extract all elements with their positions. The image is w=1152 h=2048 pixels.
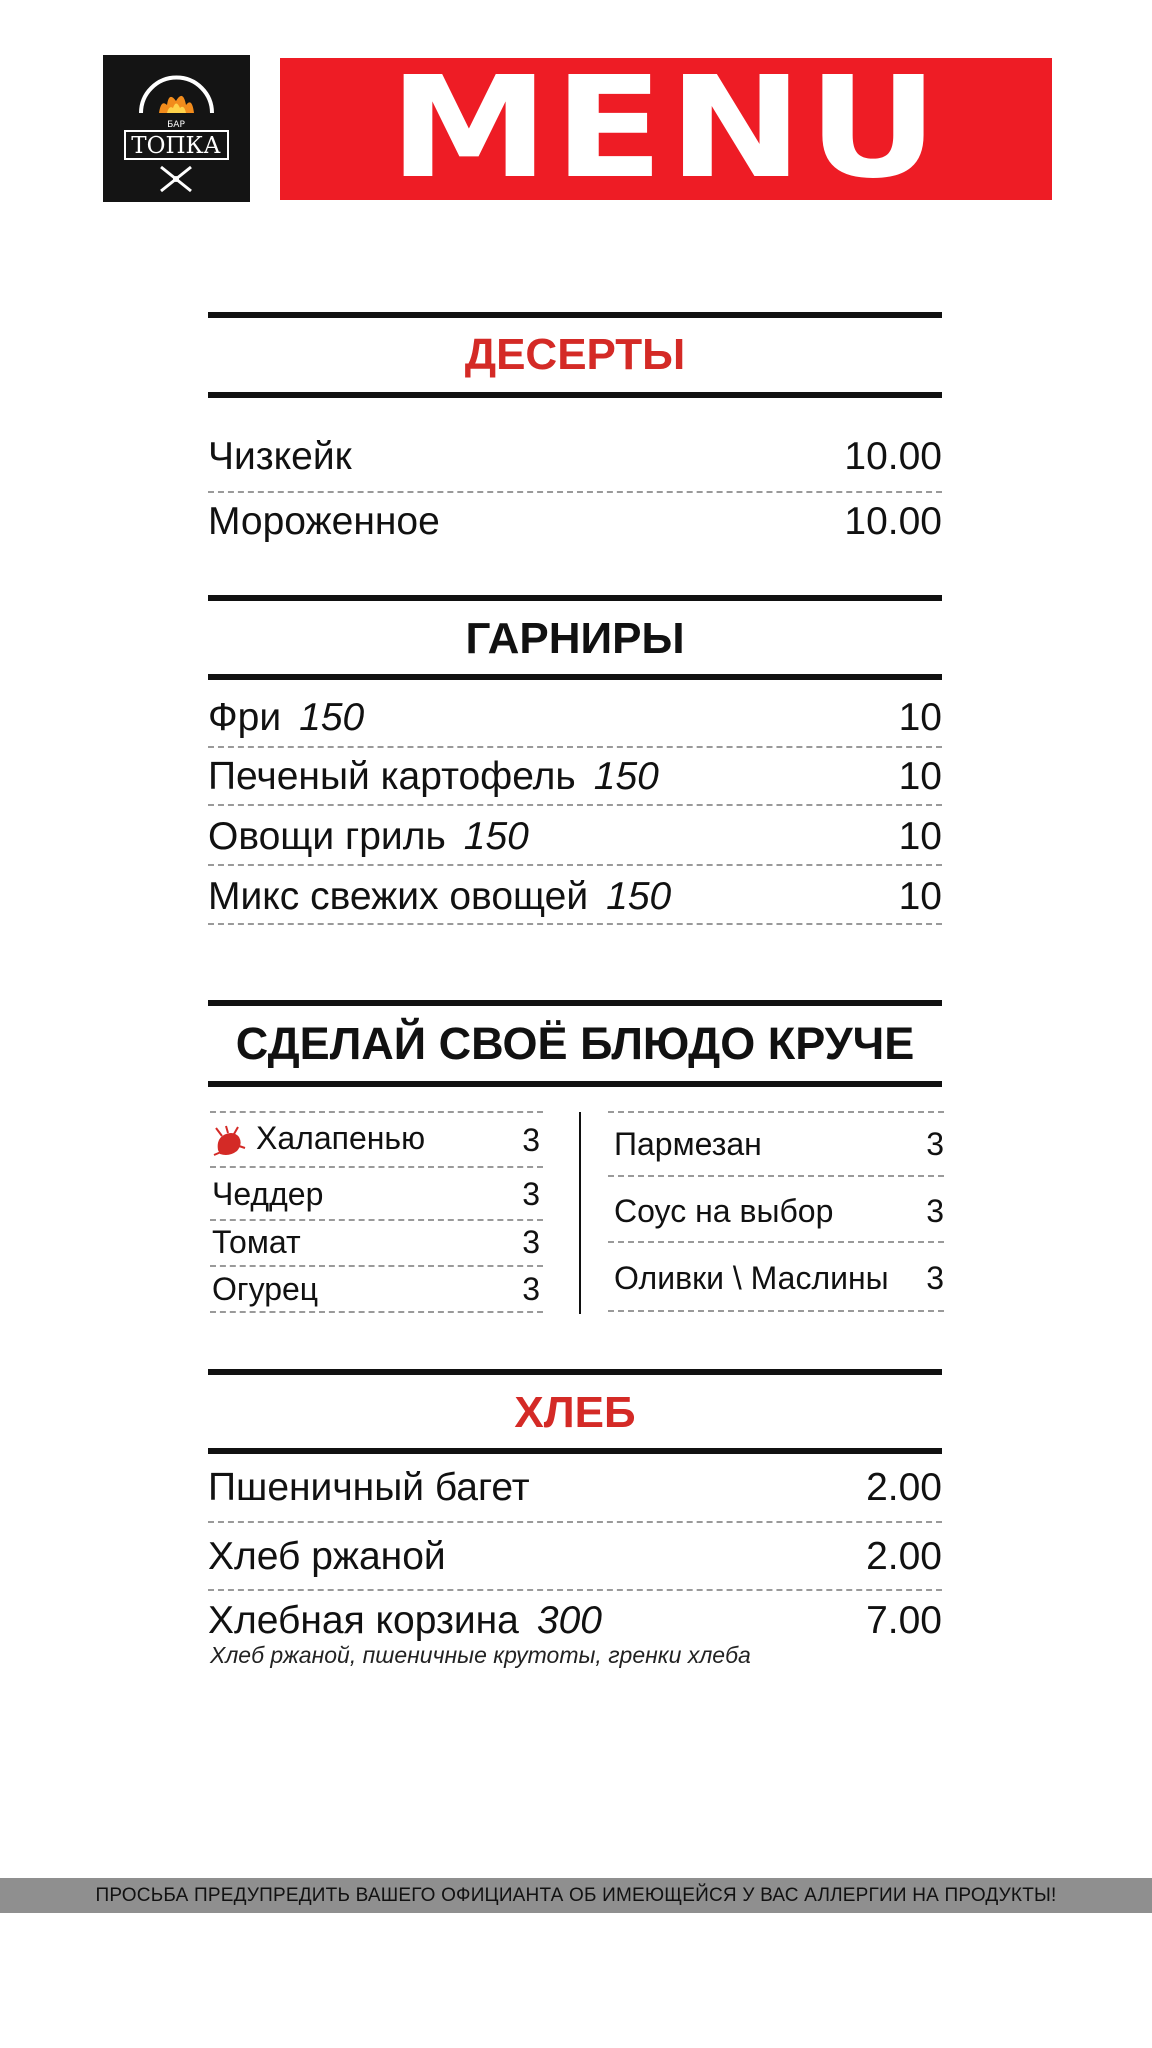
side-item: [208, 698, 942, 737]
extra-name: Пармезан: [614, 1126, 762, 1162]
bread-item: [208, 1468, 942, 1507]
extra-name: Халапенью: [256, 1120, 426, 1156]
bread-name: Хлебная корзина: [208, 1599, 519, 1642]
side-name: Микс свежих овощей: [208, 875, 589, 918]
logo-brand-text: ТОПКА: [131, 133, 221, 159]
allergy-notice-bar: [0, 1878, 1152, 1913]
desserts-title: ДЕСЕРТЫ: [464, 330, 686, 379]
bread-name: Пшеничный багет: [208, 1466, 530, 1509]
extra-price: 3: [926, 1260, 944, 1296]
row-separator: [608, 1175, 944, 1177]
bread-note: Хлеб ржаной, пшеничные крутоты, гренки хлеба: [210, 1642, 751, 1668]
extra-name: Чеддер: [212, 1176, 324, 1212]
section-rule: [208, 392, 942, 398]
row-separator: [608, 1241, 944, 1243]
row-separator: [608, 1310, 944, 1312]
section-rule: [208, 674, 942, 680]
dessert-name: Чизкейк: [208, 435, 352, 478]
menu-title: MENU: [388, 47, 944, 210]
extra-price: 3: [522, 1271, 540, 1307]
dessert-item: [208, 437, 942, 476]
dessert-price: 10.00: [844, 435, 942, 478]
section-rule: [208, 1000, 942, 1006]
side-weight: 150: [593, 755, 659, 798]
dessert-item: [208, 502, 942, 541]
row-separator: [208, 923, 942, 925]
extra-name: Томат: [212, 1224, 301, 1260]
bread-title: ХЛЕБ: [514, 1388, 636, 1437]
extra-name: Огурец: [212, 1271, 319, 1307]
bar-logo: [103, 55, 250, 202]
section-rule: [208, 1448, 942, 1454]
row-separator: [208, 1521, 942, 1523]
extra-price: 3: [926, 1126, 944, 1162]
row-separator: [608, 1111, 944, 1113]
extras-column-divider: [579, 1112, 581, 1314]
extra-price: 3: [522, 1121, 540, 1158]
dessert-name: Мороженное: [208, 500, 440, 543]
bread-price: 7.00: [866, 1599, 942, 1642]
row-separator: [210, 1166, 543, 1168]
extra-price: 3: [522, 1176, 540, 1212]
section-rule: [208, 1081, 942, 1087]
row-separator: [210, 1111, 543, 1113]
side-weight: 150: [299, 696, 365, 739]
bread-name: Хлеб ржаной: [208, 1535, 446, 1578]
bread-price: 2.00: [866, 1466, 942, 1509]
side-name: Фри: [208, 696, 282, 739]
extra-item: [212, 1226, 540, 1258]
extra-item: [212, 1178, 540, 1210]
side-item: [208, 757, 942, 796]
bread-weight: 300: [536, 1599, 602, 1642]
side-item: [208, 877, 942, 916]
side-weight: 150: [606, 875, 672, 918]
extra-item: [614, 1262, 944, 1294]
row-separator: [208, 804, 942, 806]
extra-item: [614, 1195, 944, 1227]
row-separator: [210, 1311, 543, 1313]
extra-item: [614, 1128, 944, 1160]
row-separator: [208, 746, 942, 748]
bread-price: 2.00: [866, 1535, 942, 1578]
allergy-notice: ПРОСЬБА ПРЕДУПРЕДИТЬ ВАШЕГО ОФИЦИАНТА ОБ ИМЕЮЩЕЙСЯ У ВАС АЛЛЕРГИИ НА ПРОДУКТЫ!: [95, 1884, 1057, 1906]
bread-item: [208, 1537, 942, 1576]
extras-title: СДЕЛАЙ СВОЁ БЛЮДО КРУЧЕ: [235, 1018, 915, 1069]
sides-title: ГАРНИРЫ: [465, 614, 685, 663]
side-weight: 150: [463, 815, 529, 858]
section-rule: [208, 595, 942, 601]
chili-pepper-icon: [212, 1124, 246, 1158]
logo-top-text: БАР: [167, 120, 185, 130]
section-rule: [208, 1369, 942, 1375]
extra-name: Соус на выбор: [614, 1193, 834, 1229]
row-separator: [210, 1265, 543, 1267]
extra-price: 3: [926, 1193, 944, 1229]
row-separator: [208, 864, 942, 866]
side-price: 10: [898, 696, 942, 739]
side-item: [208, 817, 942, 856]
extra-item: [212, 1273, 540, 1305]
menu-banner: [280, 47, 1052, 210]
extra-price: 3: [522, 1224, 540, 1260]
side-name: Печеный картофель: [208, 755, 576, 798]
side-price: 10: [898, 755, 942, 798]
side-price: 10: [898, 815, 942, 858]
section-rule: [208, 312, 942, 318]
row-separator: [210, 1219, 543, 1221]
dessert-price: 10.00: [844, 500, 942, 543]
extra-name: Оливки \ Маслины: [614, 1260, 889, 1296]
extra-item: [212, 1122, 540, 1158]
row-separator: [208, 491, 942, 493]
bread-item: [208, 1601, 942, 1640]
fire-and-utensils-logo-icon: [103, 55, 250, 202]
row-separator: [208, 1589, 942, 1591]
side-price: 10: [898, 875, 942, 918]
side-name: Овощи гриль: [208, 815, 446, 858]
